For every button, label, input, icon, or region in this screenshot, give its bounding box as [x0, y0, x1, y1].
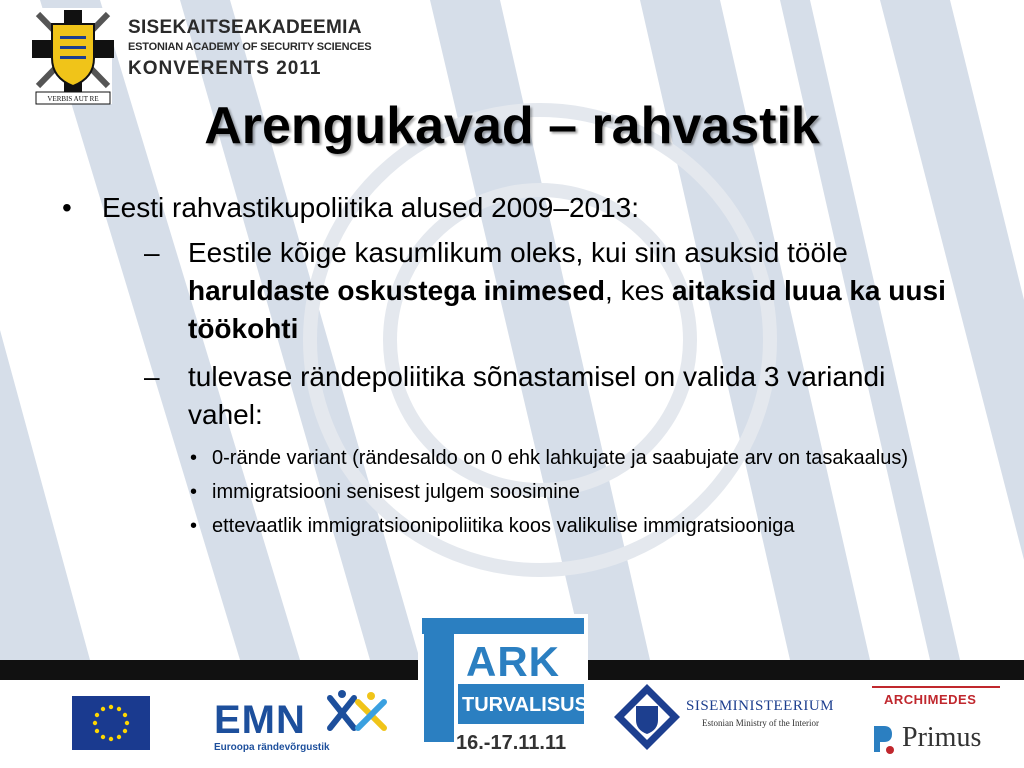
- emn-subtitle: Euroopa rändevõrgustik: [214, 742, 330, 753]
- emn-logo: [214, 688, 394, 760]
- small-bullet-marker: •: [190, 481, 198, 503]
- crest-motto: VERBIS AUT RE: [47, 95, 99, 103]
- tark-title: ARK: [466, 638, 560, 685]
- sub-bullet-item: [144, 358, 958, 434]
- primus-icon: [870, 722, 896, 756]
- sub-sub-bullet-text: immigratsiooni senisest julgem soosimine: [212, 481, 580, 503]
- conference-label: KONVERENTS 2011: [128, 58, 322, 79]
- dash-marker: –: [144, 237, 160, 268]
- sub-bullet-text: tulevase rändepoliitika sõnastamisel on valida 3 variandi vahel:: [188, 361, 886, 430]
- eu-flag-logo: [72, 696, 150, 750]
- slide-content: [58, 190, 958, 540]
- sub-sub-bullet-text: ettevaatlik immigratsioonipoliitika koos valikulise immigratsiooniga: [212, 515, 795, 537]
- tark-date: 16.-17.11.11: [456, 732, 567, 754]
- small-bullet-marker: •: [190, 515, 198, 537]
- academy-title-block: [128, 18, 371, 78]
- emn-figures-icon: [324, 688, 394, 734]
- sub-sub-bullet-item: [188, 512, 958, 540]
- dash-marker: –: [144, 361, 160, 392]
- tark-subtitle: TURVALISUS: [462, 694, 588, 716]
- emn-text: EMN: [214, 698, 306, 742]
- archimedes-primus-logo: [866, 682, 1016, 762]
- sub-sub-bullet-item: [188, 478, 958, 506]
- slide-title: Arengukavad – rahvastik: [204, 97, 820, 155]
- sub-bullet-text: Eestile kõige kasumlikum oleks, kui siin asuksid tööle haruldaste oskustega inimesed, kes aitaksid luua ka uusi töökohti: [188, 237, 946, 344]
- sub-sub-bullet-item: [188, 444, 958, 472]
- archimedes-label: ARCHIMEDES: [884, 692, 977, 707]
- bullet-text: Eesti rahvastikupoliitika alused 2009–2013:: [102, 192, 640, 223]
- ministry-name-en: Estonian Ministry of the Interior: [702, 718, 819, 728]
- header: [28, 6, 388, 106]
- primus-label: Primus: [902, 722, 982, 753]
- ministry-emblem-icon: [612, 682, 682, 752]
- academy-name: SISEKAITSEAKADEEMIA: [128, 17, 362, 38]
- academy-name-en: ESTONIAN ACADEMY OF SECURITY SCIENCES: [128, 41, 372, 53]
- tark-turvalisus-logo: [418, 614, 588, 768]
- bullet-marker: •: [62, 192, 72, 223]
- ministry-logo: [612, 682, 862, 758]
- sub-bullet-item: [144, 234, 958, 348]
- academy-crest-logo: [28, 6, 118, 106]
- bullet-item: [58, 190, 958, 226]
- sub-sub-bullet-text: 0-rände variant (rändesaldo on 0 ehk lahkujate ja saabujate arv on tasakaalus): [212, 447, 908, 469]
- ministry-name: SISEMINISTEERIUM: [686, 698, 835, 714]
- small-bullet-marker: •: [190, 447, 198, 469]
